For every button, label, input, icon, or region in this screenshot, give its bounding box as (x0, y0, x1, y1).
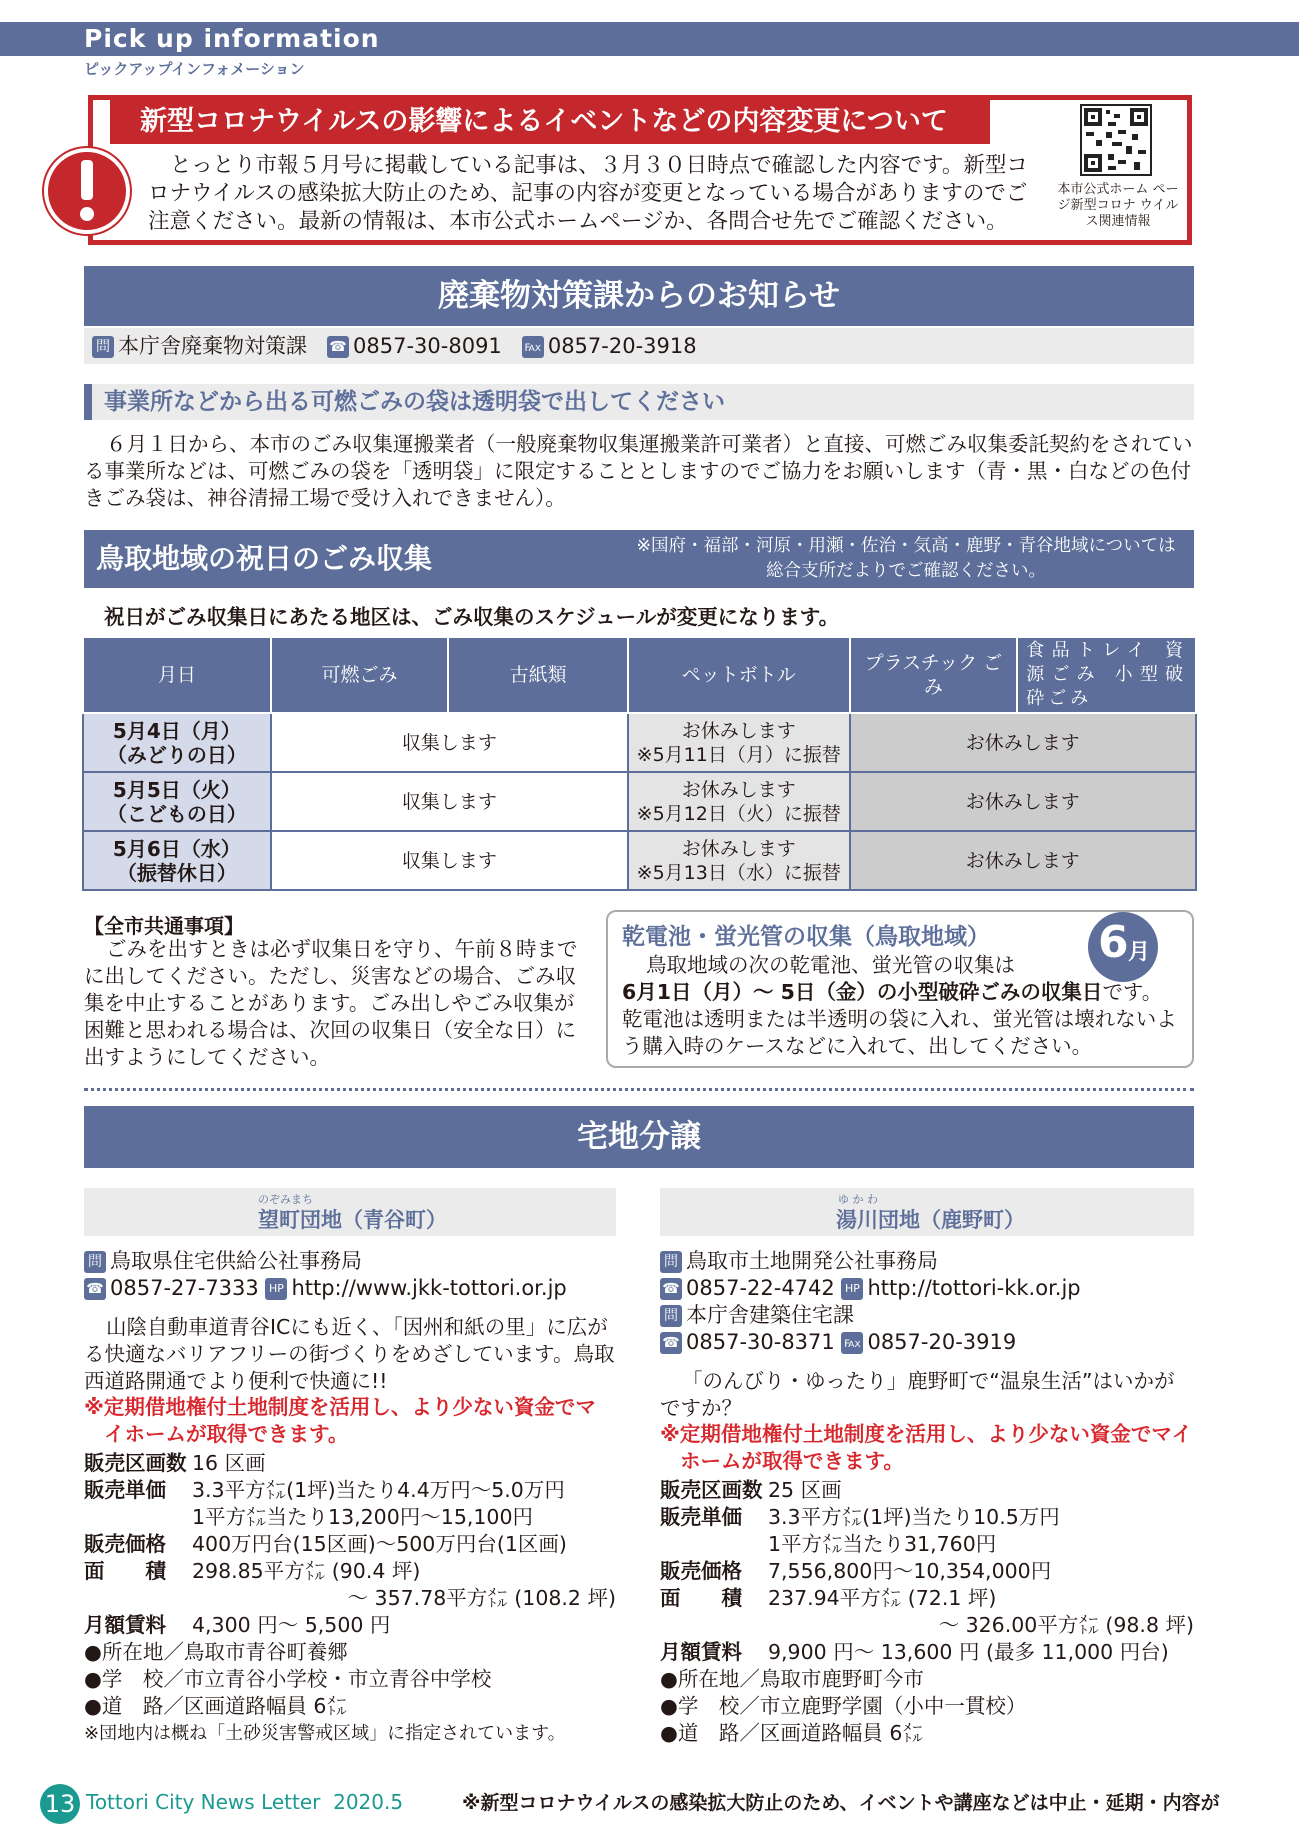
spec-value: ～ 326.00平方㍍ (98.8 坪) (938, 1613, 1194, 1637)
spec-value: 3.3平方㍍(1坪)当たり10.5万円 (768, 1505, 1060, 1529)
footer-note: ※新型コロナウイルスの感染拡大防止のため、イベントや講座などは中止・延期・内容が (462, 1792, 1220, 1814)
spec-value: 298.85平方㍍ (90.4 坪) (192, 1559, 421, 1583)
alert-icon-bar (81, 160, 93, 200)
holiday-lead: 祝日がごみ収集日にあたる地区は、ごみ収集のスケジュールが変更になります。 (104, 605, 840, 629)
common-title: 【全市共通事項】 (84, 914, 244, 938)
spec-row (84, 1531, 624, 1558)
spec-row (660, 1531, 1194, 1558)
holiday-name: （振替休日） (116, 860, 237, 885)
cell-pet (628, 831, 850, 890)
spec-row (84, 1612, 624, 1639)
col-header: ペットボトル (628, 637, 850, 713)
cell-pet (628, 713, 850, 772)
spec-key: 販売価格 (84, 1532, 166, 1556)
waste-fax: 0857-20-3918 (547, 334, 697, 358)
spec-value: 237.94平方㍍ (72.1 坪) (768, 1586, 997, 1610)
spec-value: 25 区画 (768, 1478, 842, 1502)
spec-key: 月額賃料 (660, 1640, 742, 1664)
col-header: 古紙類 (448, 637, 628, 713)
col-header: 可燃ごみ (271, 637, 449, 713)
spec-key: 販売価格 (660, 1559, 742, 1583)
right-tel2[interactable]: 0857-30-8371 (686, 1330, 835, 1354)
spec-row (84, 1558, 624, 1585)
col-header: 月日 (83, 637, 271, 713)
spec-row (660, 1504, 1194, 1531)
spec-key: 面 積 (660, 1586, 742, 1610)
inquiry-icon: 問 (92, 336, 114, 358)
waste-office: 本庁舎廃棄物対策課 (118, 334, 307, 358)
header-subtitle: ピックアップインフォメーション (84, 60, 305, 78)
spec-value: 1平方㍍当たり13,200円～15,100円 (192, 1505, 534, 1529)
pet-rest: お休みします (681, 719, 796, 742)
notice-body: とっとり市報５月号に掲載している記事は、３月３０日時点で確認した内容です。新型コロナウイルスの感染拡大防止のため、記事の内容が変更となっている場合がありますのでご注意ください。最新の情報は、本市公式ホームページか、各問合せ先でご確認ください。 (148, 153, 1028, 234)
left-estate-name: 望町団地（青谷町） (258, 1208, 447, 1232)
holiday-schedule-table (82, 636, 1197, 891)
spec-value: 9,900 円～ 13,600 円 (最多 11,000 円台) (768, 1640, 1169, 1664)
cell-collect: 収集します (271, 713, 628, 772)
cell-rest: お休みします (850, 831, 1196, 890)
newsletter-issue: 2020.5 (333, 1790, 404, 1814)
cell-pet (628, 772, 850, 831)
waste-contact (92, 331, 697, 361)
table-header-row (83, 637, 1196, 713)
spec-value: 7,556,800円～10,354,000円 (768, 1559, 1052, 1583)
date: 5月5日（火） (112, 777, 241, 802)
right-office (660, 1246, 938, 1276)
phone-icon: ☎ (660, 1332, 682, 1354)
battery-line2 (622, 979, 1188, 1006)
date: 5月4日（月） (112, 718, 241, 743)
left-office-name: 鳥取県住宅供給公社事務局 (110, 1249, 362, 1273)
phone-icon: ☎ (327, 336, 349, 358)
col-header: プラスチック ごみ (850, 637, 1018, 713)
left-tel[interactable]: 0857-27-7333 (110, 1276, 259, 1300)
month-unit: 月 (1128, 940, 1151, 965)
right-url[interactable]: http://tottori-kk.or.jp (867, 1276, 1081, 1300)
spec-row (660, 1558, 1194, 1585)
spec-key: 面 積 (84, 1559, 166, 1583)
divider (84, 1088, 1194, 1091)
row-date (83, 772, 271, 831)
row-date (83, 831, 271, 890)
right-bullet: ●道 路／区画道路幅員 6㍍ (660, 1721, 923, 1745)
left-office (84, 1246, 362, 1276)
spec-row (660, 1612, 1194, 1639)
right-office-name: 鳥取市土地開発公社事務局 (686, 1249, 938, 1273)
left-estate-ruby: のぞみまち (258, 1193, 313, 1206)
homepage-icon: HP (265, 1278, 287, 1300)
left-footnote: ※団地内は概ね「土砂災害警戒区域」に指定されています。 (84, 1723, 566, 1744)
right-contact (660, 1273, 1081, 1303)
month-number: 6 (1098, 917, 1129, 968)
holiday-name: （こどもの日） (106, 801, 247, 826)
battery-line3: 乾電池は透明または半透明の袋に入れ、蛍光管は壊れないよう購入時のケースなどに入れて、出してください。 (622, 1007, 1177, 1058)
homepage-icon: HP (841, 1278, 863, 1300)
battery-date: 6月1日（月）～ 5日（金）の小型破砕ごみの収集日 (622, 980, 1103, 1004)
footer-newsletter (86, 1790, 403, 1814)
holiday-name: （みどりの日） (106, 742, 247, 767)
spec-key: 月額賃料 (84, 1613, 166, 1637)
right-estate-name: 湯川団地（鹿野町） (836, 1208, 1025, 1232)
inquiry-icon: 問 (660, 1305, 682, 1327)
right-fax2: 0857-20-3919 (867, 1330, 1017, 1354)
battery-line1: 鳥取地域の次の乾電池、蛍光管の収集は (646, 953, 1015, 977)
right-body: 「のんびり・ゆったり」鹿野町で“温泉生活”はいかがですか？ (660, 1369, 1175, 1420)
fax-icon: ℻ (522, 336, 544, 358)
pet-shift: ※5月13日（水）に振替 (636, 861, 841, 884)
common-body: ごみを出すときは必ず収集日を守り、午前８時までに出してください。ただし、災害などの場合、ごみ収集を中止することがあります。ごみ出しやごみ収集が困難と思われる場合は、次回の収集日（安全な日）に出すようにしてください。 (84, 937, 578, 1069)
pet-rest: お休みします (681, 837, 796, 860)
row-date (83, 713, 271, 772)
spec-value: 3.3平方㍍(1坪)当たり4.4万円～5.0万円 (192, 1478, 565, 1502)
pet-shift: ※5月11日（月）に振替 (636, 743, 841, 766)
spec-value: ～ 357.78平方㍍ (108.2 坪) (347, 1586, 616, 1610)
right-specs (660, 1477, 1194, 1747)
right-tel[interactable]: 0857-22-4742 (686, 1276, 835, 1300)
right-office2 (660, 1300, 854, 1330)
notice-title: 新型コロナウイルスの影響によるイベントなどの内容変更について (140, 106, 948, 137)
spec-key: 販売区画数 (660, 1478, 763, 1502)
table-row (83, 772, 1196, 831)
spec-row (660, 1585, 1194, 1612)
pet-shift: ※5月12日（火）に振替 (636, 802, 841, 825)
phone-icon: ☎ (84, 1278, 106, 1300)
right-estate-ruby: ゆ か わ (838, 1193, 878, 1206)
table-row (83, 831, 1196, 890)
waste-section-title: 廃棄物対策課からのお知らせ (84, 266, 1194, 326)
pet-rest: お休みします (681, 778, 796, 801)
spec-row (84, 1504, 624, 1531)
cell-rest: お休みします (850, 713, 1196, 772)
table-row (83, 713, 1196, 772)
spec-key: 販売単価 (660, 1505, 742, 1529)
right-red-note: ※定期借地権付土地制度を活用し、より少ない資金でマイホームが取得できます。 (660, 1422, 1193, 1473)
fax-icon: ℻ (841, 1332, 863, 1354)
spec-row (84, 1585, 624, 1612)
right-bullet: ●所在地／鳥取市鹿野町今市 (660, 1667, 924, 1691)
spec-key: 販売区画数 (84, 1451, 187, 1475)
newsletter-name: Tottori City News Letter (86, 1790, 321, 1814)
qr-code-icon[interactable] (1080, 104, 1152, 176)
qr-label: 本市公式ホーム ページ新型コロナ ウイルス関連情報 (1057, 182, 1179, 229)
phone-icon: ☎ (660, 1278, 682, 1300)
left-specs (84, 1450, 624, 1747)
battery-title: 乾電池・蛍光管の収集（鳥取地域） (622, 924, 990, 950)
holiday-note: ※国府・福部・河原・用瀬・佐治・気高・鹿野・青谷地域については総合支所だよりでご確認ください。 (636, 536, 1176, 581)
holiday-title: 鳥取地域の祝日のごみ収集 (96, 542, 433, 575)
left-body: 山陰自動車道青谷ICにも近く、「因州和紙の里」に広がる快適なバリアフリーの街づくりをめざしています。鳥取西道路開通でより便利で快適に!! (84, 1315, 615, 1393)
spec-key: 販売単価 (84, 1478, 166, 1502)
right-bullet: ●学 校／市立鹿野学園（小中一貫校） (660, 1694, 1027, 1718)
left-bullet: ●学 校／市立青谷小学校・市立青谷中学校 (84, 1667, 492, 1691)
spec-row (84, 1477, 624, 1504)
header-title: Pick up information (84, 24, 380, 53)
waste-tel[interactable]: 0857-30-8091 (353, 334, 502, 358)
left-bullet: ●道 路／区画道路幅員 6㍍ (84, 1694, 347, 1718)
spec-row (660, 1477, 1194, 1504)
left-url[interactable]: http://www.jkk-tottori.or.jp (291, 1276, 567, 1300)
inquiry-icon: 問 (84, 1251, 106, 1273)
month-badge (1088, 912, 1158, 982)
left-red-note: ※定期借地権付土地制度を活用し、より少ない資金でマイホームが取得できます。 (84, 1395, 596, 1446)
spec-value: 400万円台(15区画)～500万円台(1区画) (192, 1532, 567, 1556)
right-contact2 (660, 1327, 1016, 1357)
cell-rest: お休みします (850, 772, 1196, 831)
cell-collect: 収集します (271, 772, 628, 831)
spec-row (84, 1450, 624, 1477)
bag-heading: 事業所などから出る可燃ごみの袋は透明袋で出してください (84, 384, 1194, 420)
spec-value: 16 区画 (192, 1451, 266, 1475)
col-header: 食品トレイ 資源ごみ 小型破砕ごみ (1017, 637, 1196, 713)
spec-value: 4,300 円～ 5,500 円 (192, 1613, 391, 1637)
spec-value: 1平方㍍当たり31,760円 (768, 1532, 997, 1556)
alert-icon-dot (80, 207, 94, 221)
inquiry-icon: 問 (660, 1251, 682, 1273)
page-number: 13 (40, 1784, 80, 1824)
date: 5月6日（水） (112, 836, 241, 861)
bag-body: ６月１日から、本市のごみ収集運搬業者（一般廃棄物収集運搬業許可業者）と直接、可燃ごみ収集委託契約をされている事業所などは、可燃ごみの袋を「透明袋」に限定することとしますのでご協力をお願いします（青・黒・白などの色付きごみ袋は、神谷清掃工場で受け入れできません）。 (84, 432, 1193, 510)
spec-row (660, 1639, 1194, 1666)
left-bullet: ●所在地／鳥取市青谷町養郷 (84, 1640, 348, 1664)
cell-collect: 収集します (271, 831, 628, 890)
land-section-title: 宅地分譲 (84, 1106, 1194, 1168)
right-office2-name: 本庁舎建築住宅課 (686, 1303, 854, 1327)
battery-line2-tail: です。 (1102, 980, 1163, 1004)
left-contact (84, 1273, 567, 1303)
